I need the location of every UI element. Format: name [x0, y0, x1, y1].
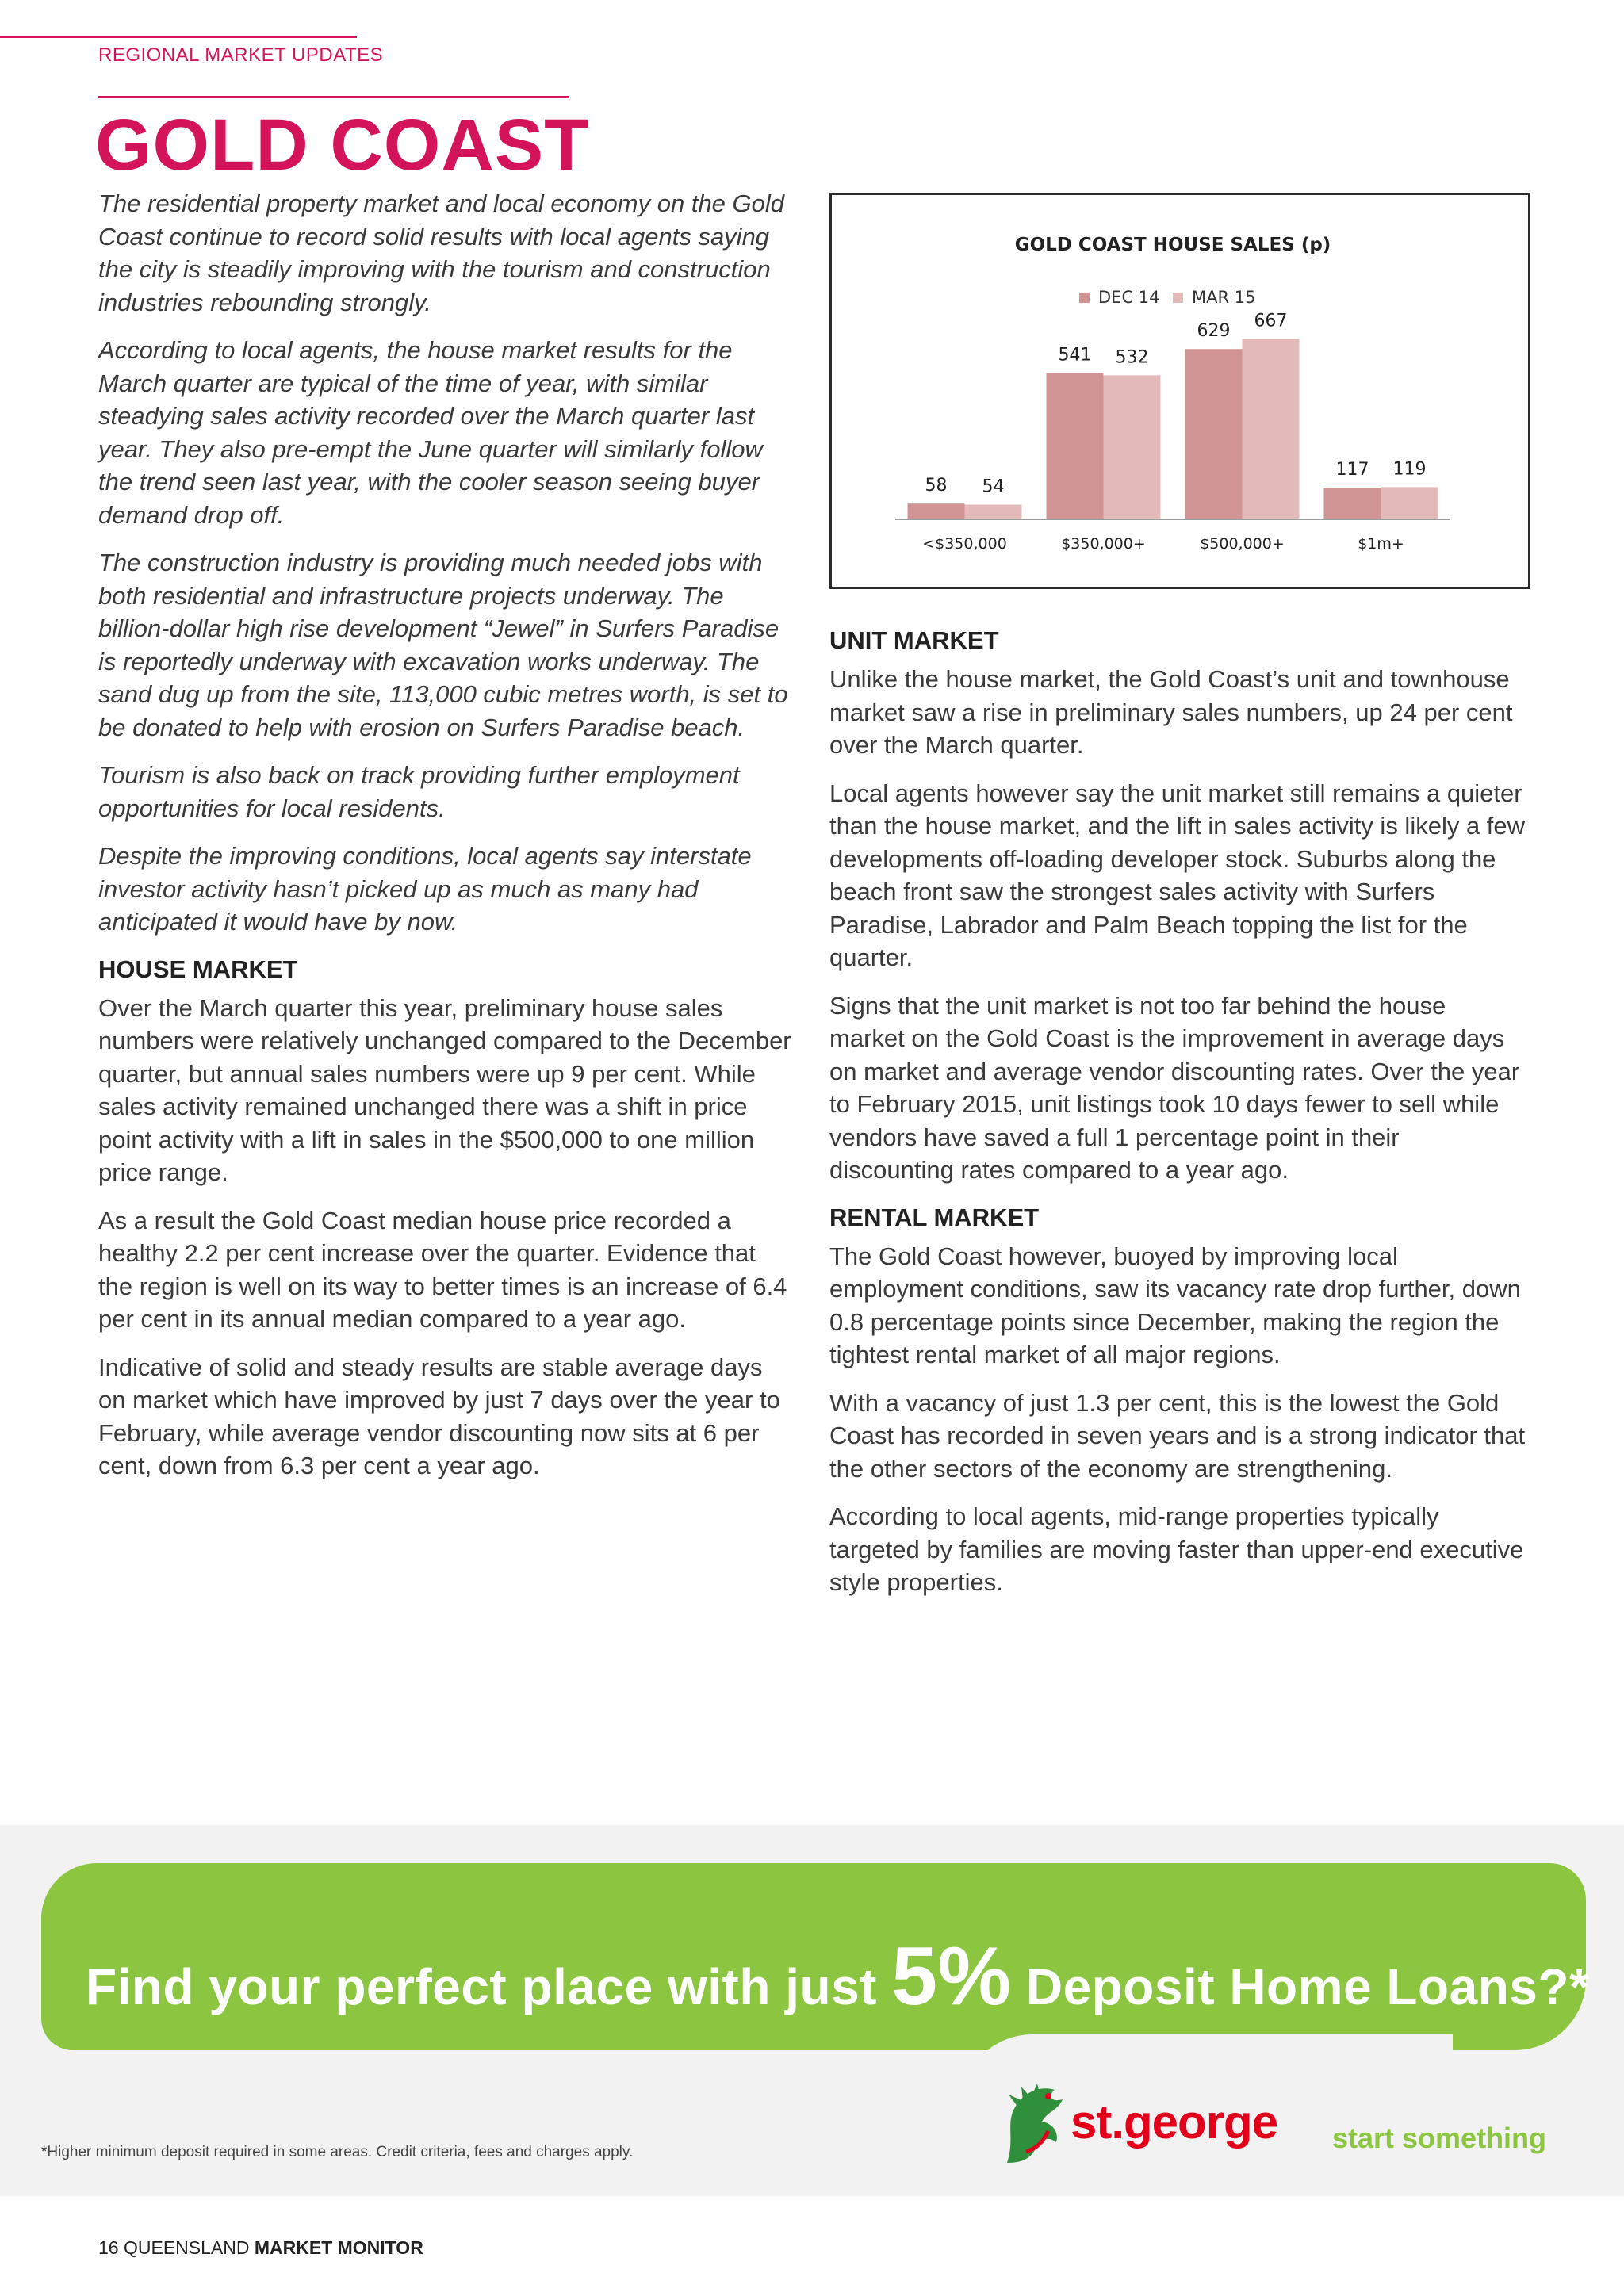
ad-headline-pre: Find your perfect place with just	[86, 1958, 892, 2015]
chart-bar	[1185, 349, 1243, 519]
bar-value-label: 54	[982, 476, 1005, 497]
chart-svg	[832, 195, 1528, 587]
chart-title: GOLD COAST HOUSE SALES (p)	[1014, 235, 1331, 255]
unit-market-paragraph: Local agents however say the unit market still remains a quieter than the house market, and the lift in sales activity is likely a few developments off-loading developer stock. Suburbs along the beach front saw the strongest sales activity with Surfers Paradise, Labrador and Palm Beach topping the list for the quarter.	[829, 779, 1526, 971]
title-rule	[98, 96, 569, 98]
rental-market-paragraph: The Gold Coast however, buoyed by improving local employment conditions, saw its vacancy rate drop further, down 0.8 percentage points since December, making the region the tightest rental market of all major regions.	[829, 1242, 1521, 1368]
dragon-logo-icon	[991, 2076, 1078, 2171]
house-sales-chart	[829, 193, 1530, 589]
house-market-heading: HOUSE MARKET	[98, 955, 298, 983]
chart-x-labels	[922, 535, 1404, 553]
rental-market-paragraph: According to local agents, mid-range properties typically targeted by families are moving faster than upper-end executive style properties.	[829, 1502, 1524, 1596]
chart-bar	[1243, 339, 1300, 519]
page-title: GOLD COAST	[95, 105, 590, 186]
chart-bar	[1047, 373, 1104, 519]
legend-label: DEC 14	[1098, 288, 1160, 307]
x-tick-label: <$350,000	[922, 535, 1007, 553]
chart-bars	[908, 311, 1438, 519]
chart-legend	[1079, 288, 1255, 307]
brand-name[interactable]: st.george	[1071, 2095, 1278, 2149]
left-column	[98, 187, 796, 1498]
house-market-paragraph: As a result the Gold Coast median house price recorded a healthy 2.2 per cent increase over the quarter. Evidence that the region is well on its way to better times is an increase of 6.4 per cent in its annual median compared to a year ago.	[98, 1206, 787, 1333]
chart-bar	[908, 503, 965, 519]
page-footer	[98, 2237, 423, 2259]
bar-value-label: 667	[1254, 311, 1288, 331]
ad-disclaimer: *Higher minimum deposit required in some areas. Credit criteria, fees and charges apply.	[41, 2144, 634, 2160]
chart-bar	[1324, 488, 1381, 519]
house-market-paragraph: Over the March quarter this year, preliminary house sales numbers were relatively unchanged compared to the December quarter, but annual sales numbers were up 9 per cent. While sales activity remained unchanged there was a shift in price point activity with a lift in sales in the $500,000 to one million price range.	[98, 993, 791, 1186]
top-rule	[0, 36, 357, 38]
unit-market-paragraph: Signs that the unit market is not too far behind the house market on the Gold Coast is the improvement in average days on market and average vendor discounting rates. Over the year to February 2015, unit listings took 10 days fewer to sell while vendors have saved a full 1 percentage point in their discounting rates compared to a year ago.	[829, 991, 1520, 1184]
intro-paragraph: According to local agents, the house market results for the March quarter are typical of the time of year, with similar steadying sales activity recorded over the March quarter last year. They also pre-empt the June quarter will similarly follow the trend seen last year, with the cooler season seeing buyer demand drop off.	[98, 336, 763, 529]
chart-bar	[1381, 487, 1438, 519]
ad-headline	[86, 1933, 1589, 2030]
x-tick-label: $1m+	[1358, 535, 1404, 553]
chart-bar	[1104, 375, 1161, 519]
rental-market-heading: RENTAL MARKET	[829, 1203, 1040, 1231]
ad-headline-percent: 5%	[891, 1931, 1012, 2022]
unit-market-heading: UNIT MARKET	[829, 626, 999, 654]
bar-value-label: 58	[925, 476, 948, 496]
intro-paragraph: Tourism is also back on track providing further employment opportunities for local residents.	[98, 761, 740, 822]
bar-value-label: 541	[1058, 345, 1092, 365]
legend-swatch	[1079, 293, 1090, 303]
bar-value-label: 532	[1115, 347, 1149, 368]
unit-market-paragraph: Unlike the house market, the Gold Coast’s unit and townhouse market saw a rise in preliminary sales numbers, up 24 per cent over the March quarter.	[829, 665, 1513, 759]
x-tick-label: $350,000+	[1061, 535, 1146, 553]
house-market-paragraph: Indicative of solid and steady results are stable average days on market which have improved by just 7 days over the year to February, while average vendor discounting now sits at 6 per cent, down from 6.3 per cent a year ago.	[98, 1353, 780, 1479]
section-label: REGIONAL MARKET UPDATES	[98, 44, 384, 66]
rental-market-paragraph: With a vacancy of just 1.3 per cent, this is the lowest the Gold Coast has recorded in seven years and is a strong indicator that the other sectors of the economy are strengthening.	[829, 1388, 1526, 1483]
publication-name: QUEENSLAND	[123, 2237, 250, 2258]
right-column	[829, 625, 1527, 1614]
intro-paragraph: The residential property market and local economy on the Gold Coast continue to record solid results with local agents saying the city is steadily improving with the tourism and construction industries rebounding strongly.	[98, 189, 785, 316]
page-number: 16	[98, 2237, 119, 2258]
publication-name-bold: MARKET MONITOR	[254, 2237, 423, 2258]
brand-tagline: start something	[1332, 2122, 1547, 2154]
ad-headline-post: Deposit Home Loans?*	[1011, 1958, 1590, 2015]
x-tick-label: $500,000+	[1200, 535, 1285, 553]
bar-value-label: 629	[1197, 321, 1231, 342]
intro-paragraph: Despite the improving conditions, local agents say interstate investor activity hasn’t picked up as much as many had anticipated it would have by now.	[98, 842, 752, 936]
legend-swatch	[1173, 293, 1183, 303]
chart-bar	[965, 505, 1022, 519]
bar-value-label: 119	[1392, 459, 1427, 480]
legend-label: MAR 15	[1192, 288, 1256, 307]
bar-value-label: 117	[1335, 460, 1369, 480]
intro-paragraph: The construction industry is providing much needed jobs with both residential and infrastructure projects underway. The billion-dollar high rise development “Jewel” in Surfers Paradise is reportedly underway with excavation works underway. The sand dug up from the site, 113,000 cubic metres worth, is set to be donated to help with erosion on Surfers Paradise beach.	[98, 549, 788, 741]
